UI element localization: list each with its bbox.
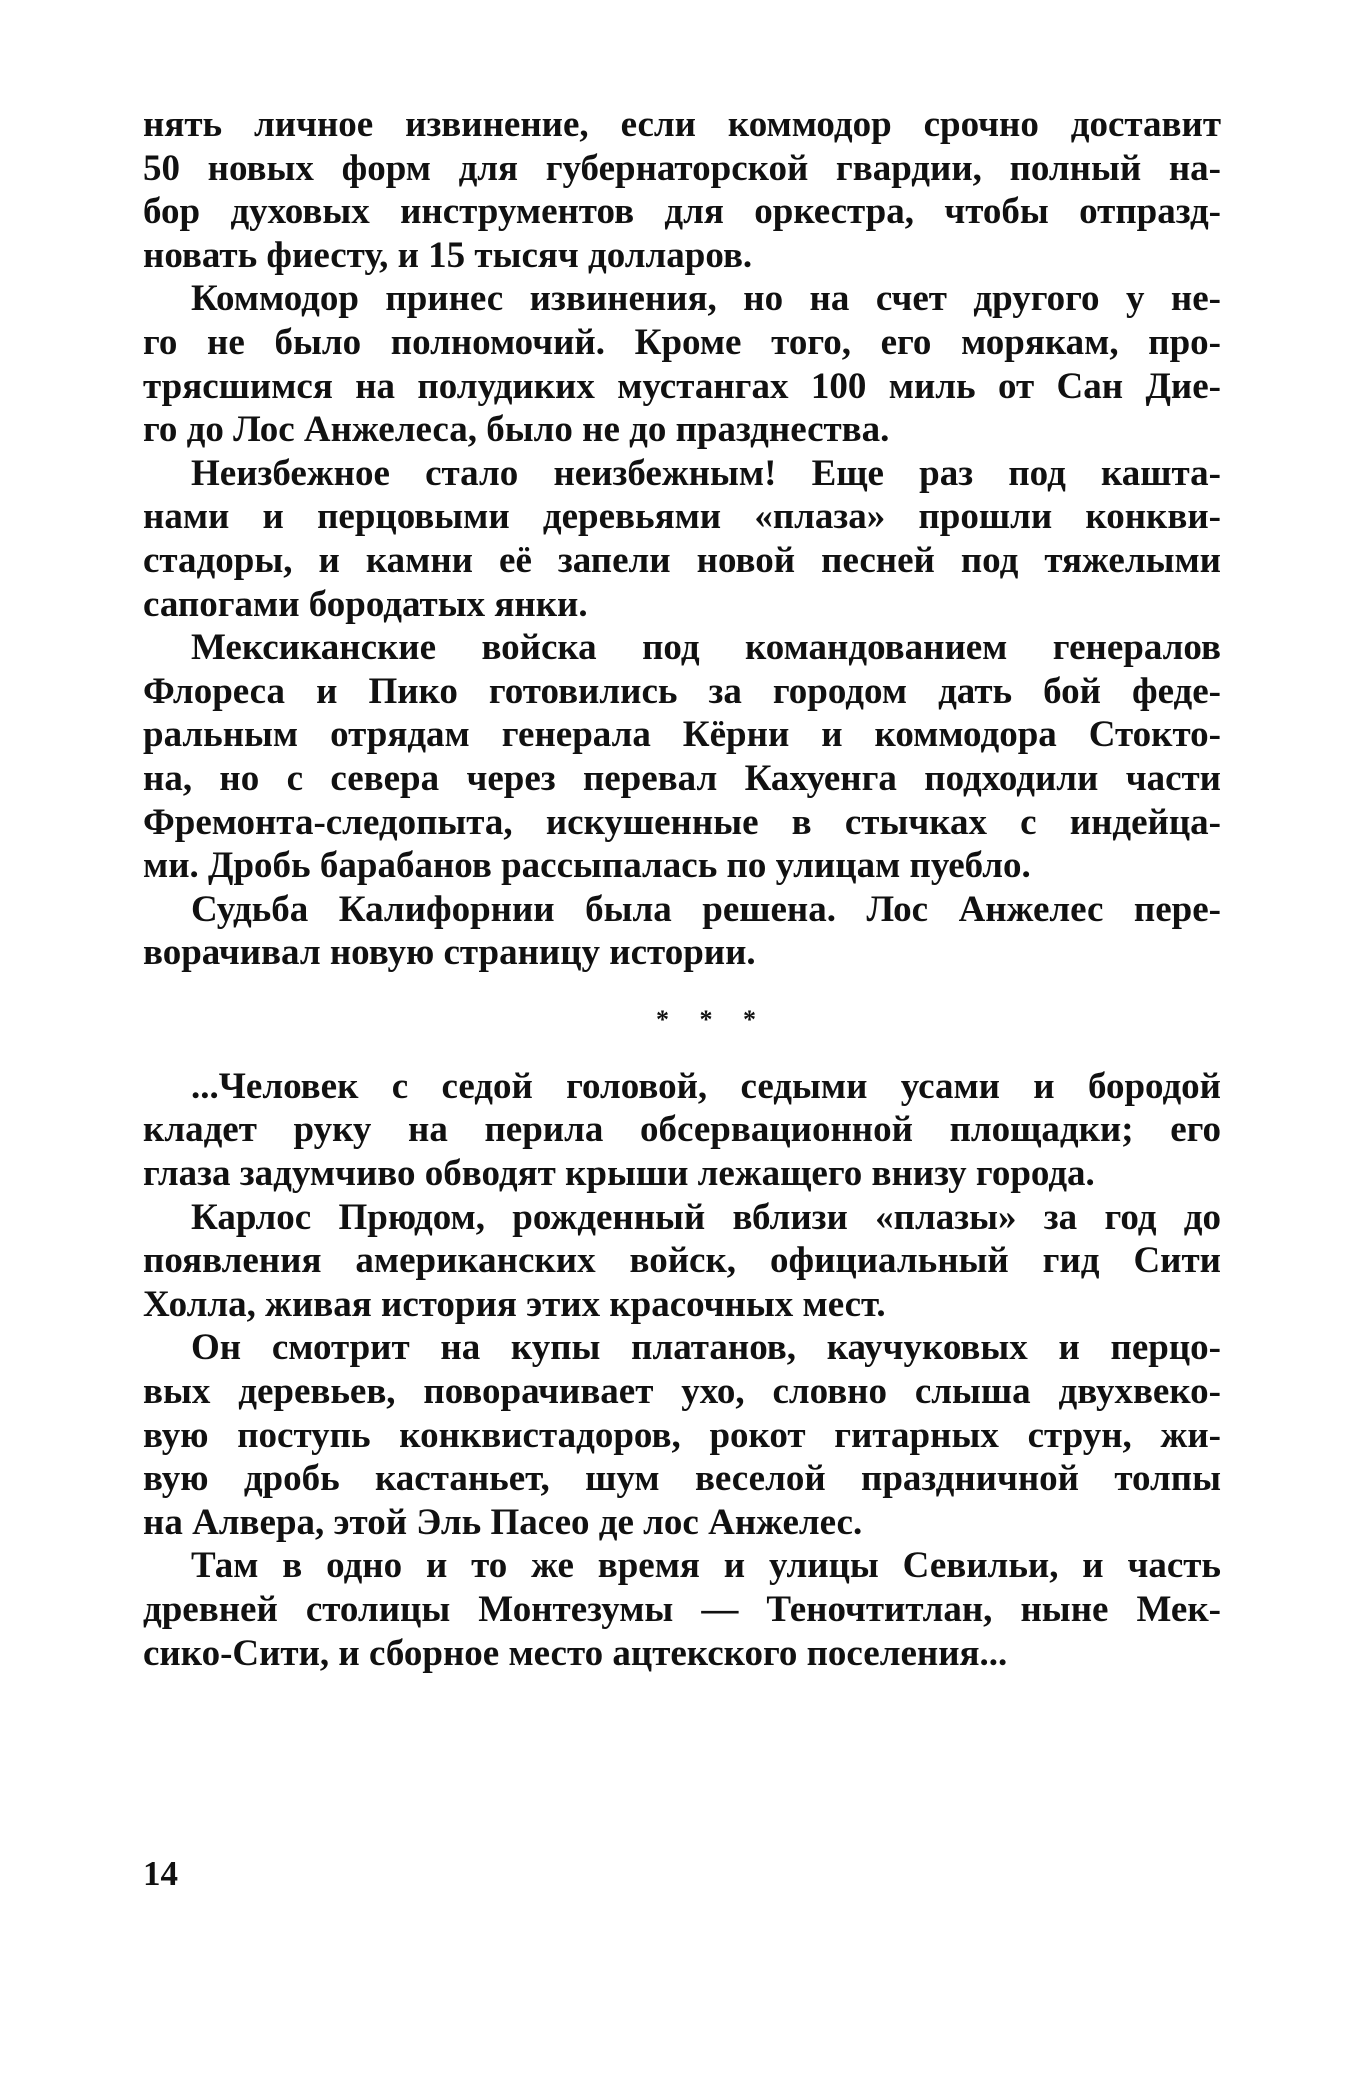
text-line: ...Человек с седой головой, седыми усами и бородой (191, 1065, 1221, 1107)
text-line: го не было полномочий. Кроме того, его морякам, про- (143, 321, 1221, 363)
text-line: вую поступь конквистадоров, рокот гитарных струн, жи- (143, 1414, 1221, 1456)
text-line: Карлос Прюдом, рожденный вблизи «плазы» за год до (191, 1196, 1221, 1238)
page-body (143, 103, 1221, 1675)
text-line: Он смотрит на купы платанов, каучуковых и перцо- (191, 1327, 1221, 1369)
text-line: новать фиесту, и 15 тысяч долларов. (143, 234, 753, 276)
text-line: сапогами бородатых янки. (143, 583, 588, 625)
text-line: нами и перцовыми деревьями «плаза» прошли конкви- (143, 496, 1221, 538)
section-separator: * * * (656, 1004, 768, 1034)
text-line: го до Лос Анжелеса, было не до празднества. (143, 409, 890, 451)
text-line: кладет руку на перила обсервационной площадки; его (143, 1109, 1221, 1151)
text-line: на Алвера, этой Эль Пасео де лос Анжелес. (143, 1501, 863, 1543)
paragraph-3 (143, 452, 1221, 626)
text-line: появления американских войск, официальный гид Сити (143, 1240, 1221, 1282)
text-line: стадоры, и камни её запели новой песней под тяжелыми (143, 539, 1221, 581)
paragraph-8 (143, 1326, 1221, 1544)
text-line: Фремонта-следопыта, искушенные в стычках с индейца- (143, 801, 1221, 843)
text-line: Коммодор принес извинения, но на счет другого у не- (191, 278, 1221, 320)
text-line: ворачивал новую страницу истории. (143, 932, 756, 974)
paragraph-7 (143, 1196, 1221, 1327)
text-line: древней столицы Монтезумы — Теночтитлан, ныне Мек- (143, 1589, 1221, 1630)
text-line: вых деревьев, поворачивает ухо, словно слыша двухвеко- (143, 1371, 1221, 1413)
text-line: нять личное извинение, если коммодор срочно доставит (143, 104, 1221, 145)
text-line: Флореса и Пико готовились за городом дать бой феде- (143, 670, 1221, 712)
text-line: Там в одно и то же время и улицы Севильи, и часть (191, 1545, 1221, 1587)
text-line: Мексиканские войска под командованием генералов (191, 627, 1221, 669)
text-line: Неизбежное стало неизбежным! Еще раз под кашта- (191, 452, 1221, 494)
paragraph-4 (143, 626, 1221, 888)
text-line: вую дробь кастаньет, шум веселой праздничной толпы (143, 1458, 1221, 1500)
paragraph-9 (143, 1544, 1221, 1675)
text-line: Холла, живая история этих красочных мест. (143, 1283, 886, 1325)
paragraph-5 (143, 888, 1221, 975)
text-line: бор духовых инструментов для оркестра, чтобы отпразд- (143, 191, 1221, 233)
text-line: ральным отрядам генерала Кёрни и коммодора Стокто- (143, 714, 1221, 756)
paragraph-2 (143, 277, 1221, 451)
paragraph-6 (143, 1065, 1221, 1196)
text-line: глаза задумчиво обводят крыши лежащего внизу города. (143, 1153, 1095, 1195)
text-line: Судьба Калифорнии была решена. Лос Анжелес пере- (191, 888, 1221, 930)
page-number: 14 (143, 1854, 178, 1893)
text-line: сико-Сити, и сборное место ацтекского поселения... (143, 1632, 1008, 1674)
text-line: на, но с севера через перевал Кахуенга подходили части (143, 757, 1221, 799)
paragraph-1 (143, 103, 1221, 277)
text-line: ми. Дробь барабанов рассыпалась по улицам пуебло. (143, 845, 1031, 887)
text-line: 50 новых форм для губернаторской гвардии, полный на- (143, 147, 1221, 189)
text-line: трясшимся на полудиких мустангах 100 миль от Сан Дие- (143, 365, 1221, 407)
